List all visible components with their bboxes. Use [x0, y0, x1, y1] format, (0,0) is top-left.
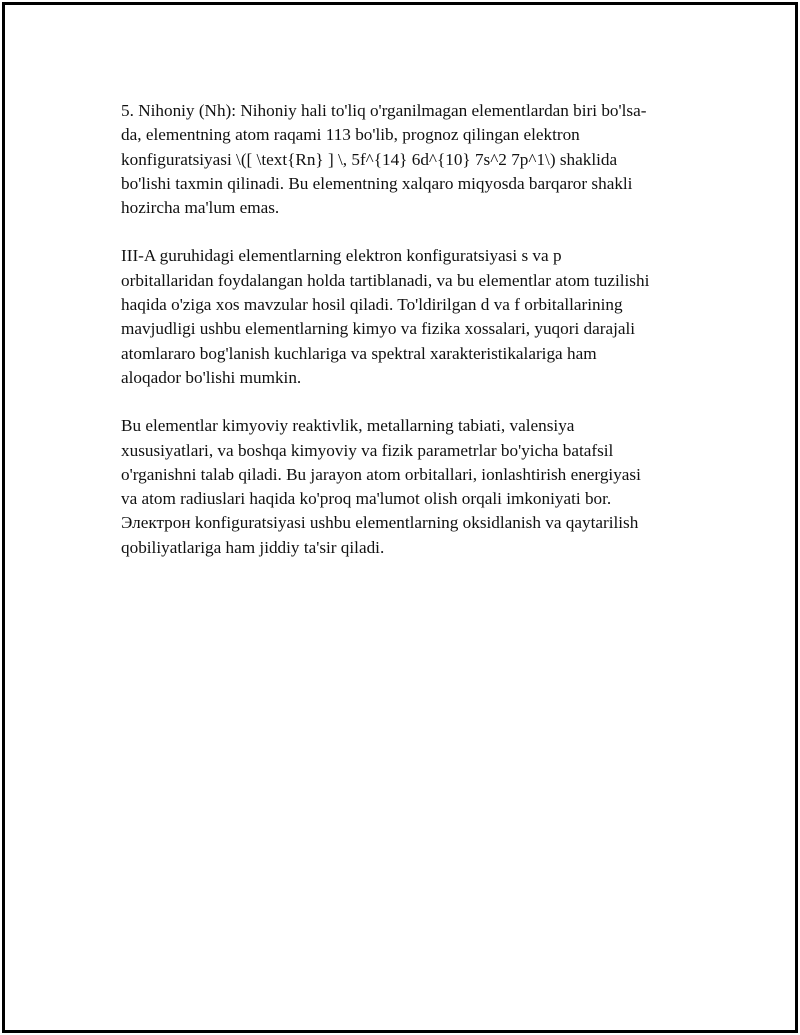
text-line: da, elementning atom raqami 113 bo'lib, prognoz qilingan elektron [121, 125, 580, 145]
text-line: III-A guruhidagi elementlarning elektron konfiguratsiyasi s va p [121, 246, 562, 266]
text-line: qobiliyatlariga ham jiddiy ta'sir qiladi. [121, 537, 385, 557]
document-body [121, 99, 701, 584]
page-frame [2, 2, 798, 1033]
text-line: mavjudligi ushbu elementlarning kimyo va fizika xossalari, yuqori darajali [121, 319, 636, 339]
text-line: Bu elementlar kimyoviy reaktivlik, metallarning tabiati, valensiya [121, 416, 575, 436]
text-line: orbitallaridan foydalangan holda tartiblanadi, va bu elementlar atom tuzilishi [121, 270, 650, 290]
text-line: atomlararo bog'lanish kuchlariga va spektral xarakteristikalariga ham [121, 343, 597, 363]
text-line: konfiguratsiyasi \([ \text{Rn} ] \, 5f^{14} 6d^{10} 7s^2 7p^1\) shaklida [121, 149, 618, 169]
text-line: xususiyatlari, va boshqa kimyoviy va fizik parametrlar bo'yicha batafsil [121, 440, 614, 460]
paragraph-group-iiia [121, 244, 701, 390]
text-line: Электрон konfiguratsiyasi ushbu elementlarning oksidlanish va qaytarilish [121, 513, 639, 533]
text-line: o'rganishni talab qiladi. Bu jarayon atom orbitallari, ionlashtirish energiyasi [121, 464, 641, 484]
text-line: va atom radiuslari haqida ko'proq ma'lumot olish orqali imkoniyati bor. [121, 489, 612, 509]
text-line: aloqador bo'lishi mumkin. [121, 367, 302, 387]
text-line: 5. Nihoniy (Nh): Nihoniy hali to'liq o'rganilmagan elementlardan biri bo'lsa- [121, 101, 647, 120]
text-line: bo'lishi taxmin qilinadi. Bu elementning xalqaro miqyosda barqaror shakli [121, 173, 633, 193]
paragraph-properties [121, 414, 701, 560]
paragraph-nihoniy [121, 99, 701, 220]
text-line: haqida o'ziga xos mavzular hosil qiladi. To'ldirilgan d va f orbitallarining [121, 295, 623, 315]
text-line: hozircha ma'lum emas. [121, 198, 280, 218]
